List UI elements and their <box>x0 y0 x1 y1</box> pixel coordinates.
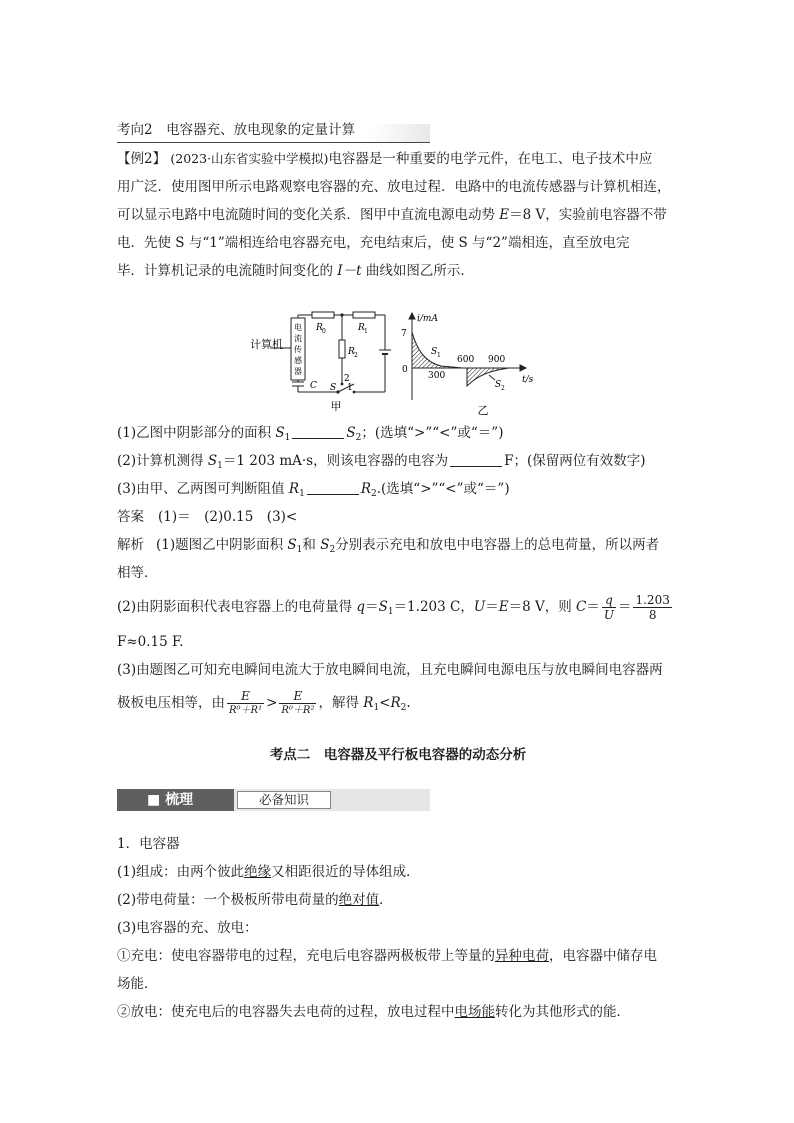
question-text: (3)由甲、乙两图可判断阻值 <box>117 481 289 497</box>
symbol: E <box>498 599 509 615</box>
circuit-diagram <box>250 310 410 420</box>
answer-blank[interactable] <box>292 424 344 439</box>
key-term: 异种电荷 <box>495 948 549 964</box>
example-text: 用广泛．使用图甲所示电路观察电容器的充、放电过程．电路中的电流传感器与计算机相连， <box>117 179 671 195</box>
origin-label: 0 <box>402 365 408 375</box>
switch-contact-2 <box>341 383 344 386</box>
y-axis-label: i/mA <box>417 314 438 324</box>
analysis-text: (3)由题图乙可知充电瞬间电流大于放电瞬间电流，且充电瞬间电源电压与放电瞬间电容器两 <box>117 662 663 678</box>
denominator: R⁰＋R¹ <box>229 705 263 716</box>
question-text: F；(保留两位有效数字) <box>504 453 646 469</box>
s2-sub: 2 <box>501 385 505 392</box>
knowledge-c1 <box>117 858 679 886</box>
subscript: 1 <box>284 433 291 443</box>
analysis-3b <box>117 684 679 727</box>
symbol: R <box>363 695 374 711</box>
fraction-value <box>633 593 671 622</box>
analysis-text: ，解得 <box>318 695 364 711</box>
knowledge-c2 <box>117 886 679 914</box>
numerator: E <box>227 689 264 704</box>
it-symbol: I－t <box>337 263 362 279</box>
symbol: U <box>473 599 486 615</box>
y-tick-7: 7 <box>401 329 407 339</box>
example-text: 可以显示电路中电流随时间的变化关系．图甲中直流电源电动势 <box>117 207 500 223</box>
key-term: 电场能 <box>454 1004 495 1020</box>
switch-contact-1 <box>353 391 356 394</box>
r1-sub: 1 <box>364 328 368 335</box>
fraction-discharge <box>279 689 316 718</box>
analysis-text: 分别表示充电和放电中电容器上的总电荷量，所以两者 <box>335 537 660 553</box>
key-term: 绝对值 <box>338 892 380 908</box>
r1-label: R <box>358 323 365 333</box>
symbol: S <box>207 453 218 469</box>
question-text: (2)计算机测得 <box>117 453 208 469</box>
sensor-char: 感 <box>294 356 302 365</box>
denominator: U <box>603 608 614 622</box>
example-text: 曲线如图乙所示． <box>361 263 474 279</box>
subscript: 1 <box>296 545 303 555</box>
analysis-text: ＝ <box>617 599 632 615</box>
analysis-text: ＝8 V，则 <box>508 599 577 615</box>
numerator: 1.203 <box>635 593 670 607</box>
knowledge-c3 <box>117 914 679 942</box>
tick-300: 300 <box>428 371 446 381</box>
analysis-text: ＝1.203 C， <box>393 599 474 615</box>
s1-label: S <box>431 347 438 357</box>
junction-dot <box>340 313 343 316</box>
example-line-2 <box>117 173 679 201</box>
analysis-text: 相等． <box>117 565 158 581</box>
analysis-text: ＝ <box>485 599 499 615</box>
analysis-2 <box>117 590 679 629</box>
analysis-text: < <box>379 695 391 711</box>
analysis-label: 解析 <box>117 537 144 553</box>
example-text: 电容器是一种重要的电学元件，在电工、电子技术中应 <box>328 151 653 167</box>
symbol: S <box>287 537 297 553</box>
subscript: 1 <box>373 703 380 713</box>
circuit-caption: 甲 <box>330 400 342 413</box>
example-text: 电．先使 S 与“1”端相连给电容器充电，充电结束后，使 S 与“2”端相连，直至放电完 <box>117 235 630 251</box>
symbol: R <box>360 481 371 497</box>
example-line-5 <box>117 257 679 285</box>
tick-900: 900 <box>488 355 506 365</box>
subscript: 2 <box>355 433 362 443</box>
knowledge-text: 场能． <box>117 976 158 992</box>
knowledge-text: 转化为其他形式的能． <box>495 1004 630 1020</box>
graph-caption: 乙 <box>477 404 489 417</box>
section-title-text: 考点二 电容器及平行板电容器的动态分析 <box>269 747 527 763</box>
analysis-3 <box>117 656 679 684</box>
symbol: R <box>390 695 401 711</box>
subscript: 2 <box>400 703 407 713</box>
x-axis-label: t/s <box>522 375 534 385</box>
resistor-r1 <box>353 312 375 318</box>
r0-sub: 0 <box>322 328 326 335</box>
question-text: ＝1 203 mA·s，则该电容器的电容为 <box>222 453 449 469</box>
analysis-text: > <box>266 695 278 711</box>
answer-blank[interactable] <box>450 452 502 467</box>
section-title <box>117 744 679 766</box>
sensor-char: 传 <box>294 345 302 354</box>
bar-label <box>117 789 234 811</box>
tick-600: 600 <box>457 355 475 365</box>
it-graph <box>395 310 545 420</box>
answer-blank[interactable] <box>307 480 359 495</box>
symbol: S <box>320 537 330 553</box>
bar-box <box>237 791 331 809</box>
knowledge-text: ②放电：使充电后的电容器失去电荷的过程，放电过程中 <box>117 1004 455 1020</box>
analysis-text: (1)题图乙中阴影面积 <box>156 537 288 553</box>
symbol: S <box>346 425 356 441</box>
y-axis-arrow <box>409 313 415 319</box>
subtopic-heading <box>117 119 355 141</box>
example-line-1 <box>117 145 679 173</box>
knowledge-text: 又相距很近的导体组成． <box>271 864 420 880</box>
analysis-text: 和 <box>302 537 321 553</box>
subtopic-underline <box>117 142 430 143</box>
switch-pos-2: 2 <box>344 374 350 384</box>
example-text: 毕．计算机记录的电流随时间变化的 <box>117 263 338 279</box>
analysis-text: (2)由阴影面积代表电容器上的电荷量得 <box>117 599 357 615</box>
example-line-4 <box>117 229 679 257</box>
denominator: 8 <box>648 608 657 622</box>
discharge-area-s2 <box>467 368 509 386</box>
knowledge-c5 <box>117 998 679 1026</box>
subtopic-shade <box>370 124 430 142</box>
analysis-1b <box>117 559 679 587</box>
example-tag: 【例2】 <box>117 151 167 167</box>
subscript: 2 <box>371 489 377 499</box>
key-term: 绝缘 <box>244 864 272 880</box>
analysis-text: 极板电压相等，由 <box>117 695 225 711</box>
capacitor-label: C <box>310 381 317 391</box>
knowledge-text: ，电容器中储存电 <box>549 948 657 964</box>
analysis-text: F≈0.15 F. <box>117 634 184 650</box>
r2-sub: 2 <box>354 352 358 359</box>
switch-label: S <box>330 383 337 393</box>
sensor-char: 流 <box>294 334 302 343</box>
knowledge-heading <box>117 830 679 858</box>
switch-pos-1: 1 <box>347 383 353 393</box>
s1-sub: 1 <box>437 352 441 359</box>
subscript: 1 <box>387 607 394 617</box>
symbol: C <box>576 599 587 615</box>
analysis-text: ＝ <box>365 599 379 615</box>
fraction-charge <box>227 689 264 718</box>
bar-label-text: ■ 梳理 <box>147 792 194 808</box>
knowledge-text: (3)电容器的充、放电： <box>117 920 258 936</box>
question-text: .(选填“>”“<”或“＝”) <box>376 481 510 497</box>
question-text: ；(选填“>”“<”或“＝”) <box>361 425 504 441</box>
question-text: (1)乙图中阴影部分的面积 <box>117 425 276 441</box>
computer-label: 计算机 <box>250 338 283 351</box>
bar-box-text: 必备知识 <box>258 792 309 807</box>
knowledge-text: (2)带电荷量：一个极板所带电荷量的 <box>117 892 339 908</box>
answer-line <box>117 503 679 531</box>
knowledge-text: ． <box>379 892 393 908</box>
resistor-r0 <box>312 312 334 318</box>
numerator: E <box>279 689 316 704</box>
knowledge-bar <box>117 789 430 811</box>
s2-label: S <box>495 380 502 390</box>
symbol: S <box>275 425 285 441</box>
sensor-char: 电 <box>294 323 302 332</box>
knowledge-text: ①充电：使电容器带电的过程，充电后电容器两极板带上等量的 <box>117 948 495 964</box>
example-line-3 <box>117 201 679 229</box>
symbol: q <box>356 599 366 615</box>
fraction-q-over-u <box>602 593 616 622</box>
analysis-text: ＝ <box>586 599 600 615</box>
x-axis-arrow <box>520 365 526 371</box>
subscript: 1 <box>299 489 305 499</box>
r2-label: R <box>348 347 355 357</box>
symbol: R <box>288 481 300 497</box>
knowledge-text: 1．电容器 <box>117 836 180 852</box>
emf-symbol: E <box>499 207 510 223</box>
answer-content: (1)＝ (2)0.15 (3)< <box>158 509 298 525</box>
knowledge-text: (1)组成：由两个彼此 <box>117 864 245 880</box>
symbol: S <box>378 599 388 615</box>
analysis-text: . <box>406 695 411 711</box>
knowledge-c4 <box>117 942 679 970</box>
knowledge-c4b <box>117 970 679 998</box>
answer-label: 答案 <box>117 509 144 525</box>
switch-pivot <box>336 390 339 393</box>
example-text: ＝8 V，实验前电容器不带 <box>509 207 667 223</box>
numerator: q <box>602 593 616 608</box>
analysis-2b <box>117 628 679 656</box>
subscript: 1 <box>217 461 223 471</box>
sensor-char: 器 <box>294 367 302 376</box>
subtopic-title: 考向2 电容器充、放电现象的定量计算 <box>117 122 356 138</box>
resistor-r2 <box>339 340 345 358</box>
denominator: R⁰＋R² <box>281 705 315 716</box>
example-source: (2023·山东省实验中学模拟) <box>170 151 329 166</box>
r0-label: R <box>316 323 323 333</box>
subscript: 2 <box>329 545 336 555</box>
